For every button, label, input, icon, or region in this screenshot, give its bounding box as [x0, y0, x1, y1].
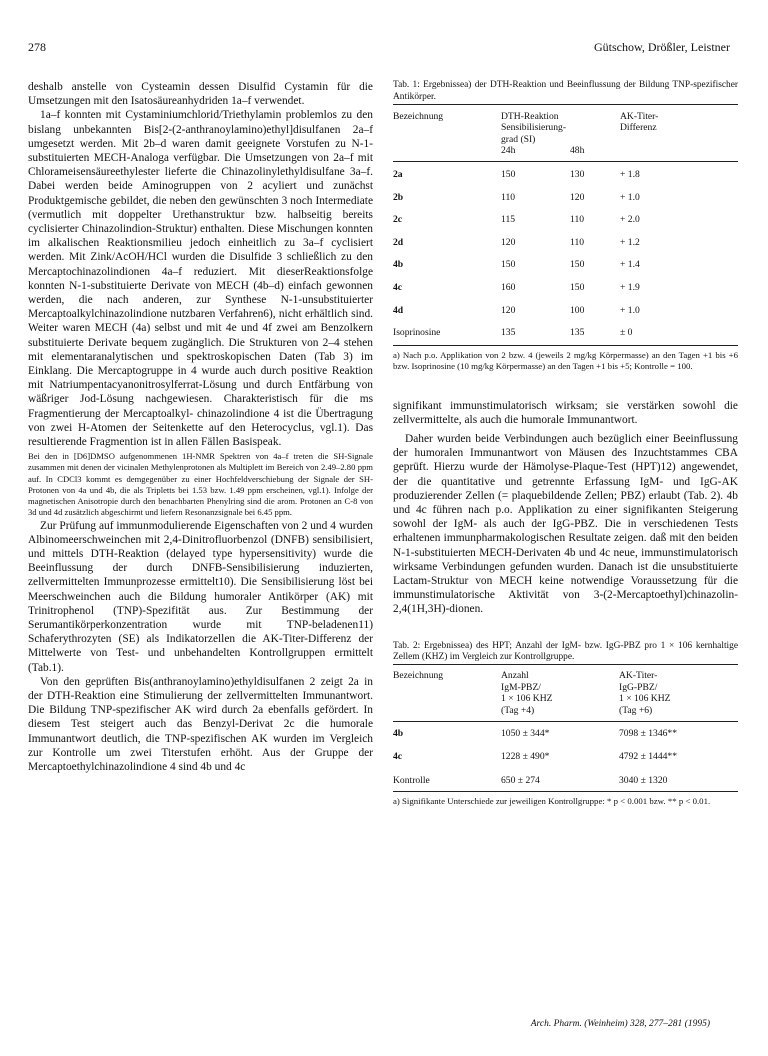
paragraph-6: Daher wurden beide Verbindungen auch bezüglich einer Beeinflussung der humoralen Immunantwort von Mäusen des Inzuchtstammes CBA geprüft. Hierzu wurde der Hämolyse-Plaque-Test (HPT)12) angewendet, der die quantitative und getrennte Erfassung IgM- und IgG-AK produzierender Zellen (= plaquebildende Zellen; PBZ) erlaubt (Tab. 2). 4b und 4c führen nach p.o. Applikation zu einer signifikanten Steigerung sowohl der IgM- als auch der IgG-PBZ. Die in verschiedenen Tests erhaltenen immunpharmakologischen Resultate zeigen. daß mit den beiden N-1-substituierten MECH-Derivaten 4b und 4c neue, immunstimulatorisch wirksame Verbindungen gefunden wurden. Danach ist die unsubstituierte Lactam-Struktur von MECH keine notwendige Voraussetzung für die immunstimulatorische Aktivität von 3-(2-Mercaptoethyl)chinazolin-2,4(1H,3H)-dionen. — [393, 432, 738, 616]
table-row: 2a 150 130 + 1.8 — [393, 168, 640, 180]
header-24h: 24h — [501, 145, 516, 157]
table-2-caption: Tab. 2: Ergebnissea) des HPT; Anzahl der IgM- bzw. IgG-PBZ pro 1 × 106 kernhaltige Zellem (KHZ) im Vergleich zur Kontrollgruppe. — [393, 640, 738, 663]
paragraph-1: deshalb anstelle von Cysteamin dessen Disulfid Cystamin für die Umsetzungen mit den Isatosäureanhydriden 1a–f verwendet. — [28, 81, 373, 108]
table-row: 4c 160 150 + 1.9 — [393, 281, 640, 293]
table-1-grid — [393, 104, 738, 346]
header-bezeichnung: Bezeichnung — [393, 670, 444, 682]
table-row: Kontrolle 650 ± 274 3040 ± 1320 — [393, 774, 668, 786]
table-2-grid — [393, 664, 738, 792]
right-column — [393, 80, 738, 808]
header-ak-titer: AK-Titer- Differenz — [620, 110, 659, 134]
paragraph-4: Von den geprüften Bis(anthranoylamino)ethyldisulfanen 2 zeigt 2a in der DTH-Reaktion eine Stimulierung der zellvermittelten Immunantwort. Die Bildung TNP-spezifischer AK wird durch 2a ebenfalls gefördert. In diesem Test steigert auch das Benzyl-Derivat 2c die humorale Immunantwort deutlich, die TNP-spezifischen AK wurden im Vergleich zur Kontrolle um zwei Titerstufen erhöht. Aus der Gruppe der Mercaptoethylchinazolindione 4 sind 4b und 4c — [28, 675, 373, 773]
left-column — [28, 80, 373, 774]
table-1-caption: Tab. 1: Ergebnissea) der DTH-Reaktion und Beeinflussung der Bildung TNP-spezifischer Antikörper. — [393, 80, 738, 102]
table-1-header — [393, 105, 738, 146]
table-row: 4b 1050 ± 344* 7098 ± 1346** — [393, 727, 678, 739]
header-igm: Anzahl IgM-PBZ/ 1 × 106 KHZ (Tag +4) — [501, 670, 553, 716]
table-row: 4b 150 150 + 1.4 — [393, 259, 640, 271]
header-igg: AK-Titer- IgG-PBZ/ 1 × 106 KHZ (Tag +6) — [619, 670, 671, 716]
table-row: 2c 115 110 + 2.0 — [393, 214, 640, 226]
table-row: 2d 120 110 + 1.2 — [393, 236, 640, 248]
header-48h: 48h — [570, 145, 585, 157]
header-bezeichnung: Bezeichnung — [393, 110, 444, 122]
table-1-subheader — [393, 145, 738, 161]
nmr-note: Bei den in [D6]DMSO aufgenommenen 1H-NMR Spektren von 4a–f treten die SH-Signale zusammen mit denen der vicinalen Methylenprotonen als Multiplett im Bereich von 2.49–2.80 ppm auf. In CDCl3 kommt es demgegenüber zu einer Hochfeldverschiebung der Signale der SH-Protonen von 4a und 4b, die als Tripletts bei 1.53 bzw. 1.49 ppm erscheinen, vgl.1). Infolge der magnetischen Anisotropie durch den benachbarten Phenylring sind die arom. Protonen an C-8 von 3d und 4d zusätzlich abgeschirmt und liefern Resonanzsignale bei 6.45 ppm. — [28, 451, 373, 518]
journal-citation: Arch. Pharm. (Weinheim) 328, 277–281 (1995) — [530, 1019, 710, 1029]
running-header-authors: Gütschow, Drößler, Leistner — [593, 40, 730, 54]
table-row: 4c 1228 ± 490* 4792 ± 1444** — [393, 751, 678, 763]
table-row: Isoprinosine 135 135 ± 0 — [393, 327, 633, 339]
paragraph-3: Zur Prüfung auf immunmodulierende Eigenschaften von 2 und 4 wurden Albinomeerschweinchen mit 2,4-Dinitrofluorbenzol (DNFB) sensibilisiert, und mittels DTH-Reaktion (delayed type hypersensitivity) wurde die Beeinflussung der durch DNFB-Sensibilisierung induzierten, zellvermittelten Immunprozesse ermittelt10). Die Sensibilisierung löst bei Meerschweinchen auch die Bildung humoraler Antikörper (AK) mit Trinitrophenol (TNP)-Spezifität aus. Zur Bestimmung der Serumantikörperkonzentration wurde mit TNP-beladenen11) Schaferythrozyten (SE) als Indikatorzellen die AK-Titer-Differenz der Mittelwerte von Test- und unbehandelten Kontrollgruppen ermittelt (Tab.1). — [28, 519, 373, 674]
table-row: 2b 110 120 + 1.0 — [393, 191, 640, 203]
table-2-footnote: a) Signifikante Unterschiede zur jeweiligen Kontrollgruppe: * p < 0.001 bzw. ** p < 0.01. — [393, 796, 711, 807]
table-2 — [393, 641, 738, 808]
table-row: 4d 120 100 + 1.0 — [393, 304, 640, 316]
paragraph-5: signifikant immunstimulatorisch wirksam; sie verstärken sowohl die zellvermittelte, als auch die humorale Immunantwort. — [393, 399, 738, 426]
table-1-footnote: a) Nach p.o. Applikation von 2 bzw. 4 (jeweils 2 mg/kg Körpermasse) an den Tagen +1 bis +6 bzw. Isoprinosine (10 mg/kg Körpermasse) an den Tagen +1 bis +5; Kontrolle = 100. — [393, 349, 738, 372]
table-2-header — [393, 665, 738, 721]
header-dth: DTH-Reaktion Sensibilisierung- grad (SI) — [501, 110, 567, 145]
paragraph-2: 1a–f konnten mit Cystaminiumchlorid/Triethylamin problemlos zu den bislang unbekannten Bis[2-(2-anthranoylamino)ethyl]disulfanen 2a–f umgesetzt werden. Mit 2b–d waren damit geeignete Vorstufen zu N-1-substituierten MECH-Analoga verfügbar. Die Umsetzungen von 2a–f mit Chlorameisensäureethylester lieferte die Chinazolinylethyldisulfane 3a–f. Dabei werden beide Aminogruppen von 2 acyliert und zunächst Produktgemische gebildet, die neben den gewünschten 3 noch Intermediate (vermutlich mit doppelter Urethanstruktur bzw. halbseitig bereits cyclisierter Chinazolindion-Struktur) enthalten. Diese Mischungen konnten im alkalischen Reaktionsmilieu jedoch einheitlich zu 3a–f cyclisiert werden. Mit Zink/AcOH/HCl wurden die Disulfide 3 schließlich zu den Mercaptochinazolindionen 4a–f reduziert. Mit dieserReaktionsfolge konnten N-1-substituierte Derivate von MECH (4b–d) einfach gewonnen werden, die nach anderen, zur Synthese N-1-unsubstituierter Mercaptoalkylchinazolindione nutzbaren Verfahren6), nicht erhältlich sind. Weiter waren MECH (4a) selbst und mit 4e und 4f zwei am Benzolkern substituierte Derivate bequem zugänglich. Die Strukturen von 2–4 stehen mit elementaranalytischen und spektroskopischen Daten (Tab 3) im Einklang. Die Mercaptogruppe in 4 wurde auch durch positive Reaktion mit Natriumpentacyanonitrosylferrat-Lösung und durch Entfärbung von wäßriger Jod-Lösung nachgewiesen. Charakteristisch für die ms Fragmentierung der Mercaptoalkyl- chinazolindione 4 ist die Übertragung von zwei H-Atomen der Seitenkette auf den Heterocyclus, vgl.1). Das resultierende Fragmention ist in allen Fällen Basispeak. — [28, 109, 373, 449]
page-number: 278 — [28, 40, 46, 54]
table-1 — [393, 80, 738, 373]
